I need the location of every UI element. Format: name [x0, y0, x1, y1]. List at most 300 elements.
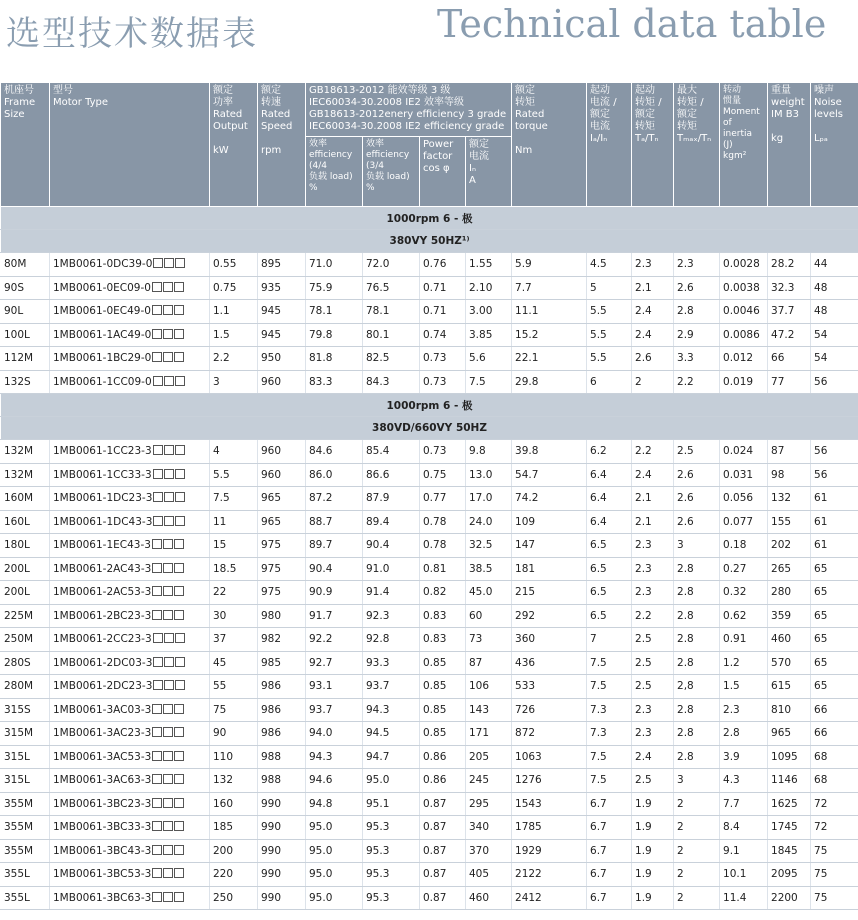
cell-value: 2.3	[635, 539, 652, 552]
cell-value: 0.77	[423, 492, 447, 505]
cell-noise-level	[811, 370, 858, 394]
cell-value: 95.3	[366, 821, 390, 834]
cell-value: 2.8	[677, 750, 694, 763]
cell-starting-current-ratio	[587, 698, 632, 722]
empty-checkbox-icon	[152, 352, 162, 362]
cell-noise-level	[811, 675, 858, 699]
cell-starting-current-ratio	[587, 347, 632, 371]
cell-motor-type	[50, 698, 210, 722]
cell-value: 181	[515, 562, 536, 575]
cell-moment-of-inertia	[720, 604, 768, 628]
cell-value: 355L	[4, 868, 30, 881]
cell-value: 7.7	[723, 797, 740, 810]
cell-max-torque-ratio	[674, 581, 720, 605]
cell-value: 68	[814, 774, 828, 787]
cell-value: 0.91	[723, 633, 747, 646]
cell-weight	[768, 557, 811, 581]
header-line: IEC60034-30.2008 IE2 efficiency grade	[309, 121, 505, 132]
cell-efficiency-full	[306, 276, 363, 300]
cell-value: 2.4	[635, 328, 652, 341]
cell-max-torque-ratio	[674, 440, 720, 464]
cell-moment-of-inertia	[720, 300, 768, 324]
cell-value: 82.5	[366, 352, 390, 365]
cell-efficiency-three-quarter	[363, 510, 420, 534]
cell-value: 72.0	[366, 258, 390, 271]
cell-starting-current-ratio	[587, 675, 632, 699]
cell-value: 436	[515, 656, 536, 669]
cell-value: 93.7	[309, 703, 333, 716]
header-max-torque	[674, 83, 720, 207]
cell-starting-torque-ratio	[632, 487, 674, 511]
cell-moment-of-inertia	[720, 276, 768, 300]
header-rated-speed	[258, 83, 306, 207]
header-line: 电流	[469, 151, 489, 162]
cell-value: 86.0	[309, 468, 333, 481]
cell-noise-level	[811, 628, 858, 652]
cell-rated-torque	[512, 463, 587, 487]
header-starting-torque	[632, 83, 674, 207]
cell-value: 1.1	[213, 305, 230, 318]
header-line: (3/4	[366, 161, 384, 171]
cell-value: 95.1	[366, 797, 390, 810]
header-line: 额定	[590, 109, 611, 120]
cell-value: 0.077	[723, 515, 754, 528]
cell-power-factor	[420, 675, 466, 699]
cell-value: 988	[261, 750, 282, 763]
cell-value: 935	[261, 281, 282, 294]
cell-value: 2.1	[635, 515, 652, 528]
cell-value: 5	[590, 281, 597, 294]
cell-value: 1.9	[635, 797, 652, 810]
cell-power-factor	[420, 487, 466, 511]
cell-starting-torque-ratio	[632, 863, 674, 887]
cell-moment-of-inertia	[720, 628, 768, 652]
cell-weight	[768, 323, 811, 347]
header-power-factor	[420, 137, 466, 207]
cell-noise-level	[811, 487, 858, 511]
cell-value: 2.4	[635, 750, 652, 763]
section-speed-header-label: 1000rpm 6 - 极	[1, 207, 858, 230]
cell-rated-current	[466, 863, 512, 887]
header-line: Noise	[814, 97, 842, 108]
empty-checkbox-icon	[175, 657, 185, 667]
cell-value: 3.00	[469, 305, 493, 318]
header-line: (4/4	[309, 161, 327, 171]
cell-efficiency-three-quarter	[363, 745, 420, 769]
cell-motor-type	[50, 370, 210, 394]
cell-value: 80M	[4, 258, 27, 271]
cell-value: 132M	[4, 468, 34, 481]
empty-checkbox-icon	[174, 821, 184, 831]
empty-checkbox-icon	[163, 868, 173, 878]
cell-max-torque-ratio	[674, 463, 720, 487]
cell-value: 87.9	[366, 492, 390, 505]
cell-motor-type	[50, 347, 210, 371]
cell-value: 0.87	[423, 891, 447, 904]
cell-value: 91.7	[309, 609, 333, 622]
cell-value: 160M	[4, 492, 34, 505]
title-bar	[0, 0, 858, 82]
cell-weight	[768, 886, 811, 910]
cell-power-factor	[420, 557, 466, 581]
empty-checkbox-icon	[152, 610, 162, 620]
cell-rated-current	[466, 440, 512, 464]
cell-value: 81.8	[309, 352, 333, 365]
empty-checkbox-icon	[164, 657, 174, 667]
cell-value: 90.4	[309, 562, 333, 575]
cell-starting-current-ratio	[587, 604, 632, 628]
cell-value: 950	[261, 352, 282, 365]
cell-value: 11	[213, 515, 227, 528]
empty-checkbox-icon	[174, 610, 184, 620]
cell-rated-speed	[258, 698, 306, 722]
cell-rated-speed	[258, 651, 306, 675]
cell-value: 7.5	[590, 750, 607, 763]
empty-checkbox-icon	[175, 469, 185, 479]
cell-motor-type	[50, 604, 210, 628]
empty-checkbox-icon	[153, 376, 163, 386]
table-row	[1, 628, 858, 652]
header-line: 负载 load)	[366, 172, 410, 182]
section-voltage-header	[1, 230, 858, 253]
cell-value: 94.5	[366, 727, 390, 740]
cell-value: 615	[771, 680, 792, 693]
cell-value: 2.6	[677, 281, 694, 294]
cell-power-factor	[420, 769, 466, 793]
cell-moment-of-inertia	[720, 253, 768, 277]
cell-starting-current-ratio	[587, 839, 632, 863]
empty-checkbox-icon	[174, 329, 184, 339]
cell-frame-size	[1, 300, 50, 324]
cell-value: 2	[677, 821, 684, 834]
cell-frame-size	[1, 370, 50, 394]
cell-starting-current-ratio	[587, 792, 632, 816]
cell-motor-type	[50, 557, 210, 581]
header-line: Power	[423, 139, 454, 150]
cell-value: 7.5	[213, 492, 230, 505]
cell-frame-size	[1, 276, 50, 300]
header-line: 负载 load)	[309, 172, 353, 182]
cell-rated-speed	[258, 534, 306, 558]
cell-value: 355M	[4, 797, 34, 810]
cell-value: 4	[213, 445, 220, 458]
cell-starting-current-ratio	[587, 863, 632, 887]
cell-value: 95.0	[366, 774, 390, 787]
cell-value: 2.8	[677, 305, 694, 318]
cell-value: 90L	[4, 305, 24, 318]
cell-value: 88.7	[309, 515, 333, 528]
cell-value: 2.1	[635, 492, 652, 505]
cell-value: 9.1	[723, 844, 740, 857]
cell-rated-current	[466, 300, 512, 324]
cell-value: 160L	[4, 515, 30, 528]
cell-moment-of-inertia	[720, 651, 768, 675]
cell-value: 1MB0061-3BC33-3	[53, 821, 152, 834]
title-english: Technical data table	[437, 2, 827, 46]
cell-efficiency-three-quarter	[363, 487, 420, 511]
cell-value: 6	[590, 375, 597, 388]
header-line: Rated	[213, 109, 243, 120]
cell-value: 71.0	[309, 258, 333, 271]
empty-checkbox-icon	[164, 376, 174, 386]
cell-power-factor	[420, 651, 466, 675]
cell-value: 872	[515, 727, 536, 740]
cell-rated-output	[210, 323, 258, 347]
cell-rated-output	[210, 839, 258, 863]
cell-efficiency-full	[306, 300, 363, 324]
cell-power-factor	[420, 253, 466, 277]
cell-value: 1.55	[469, 258, 493, 271]
cell-max-torque-ratio	[674, 253, 720, 277]
title-chinese: 选型技术数据表	[6, 14, 258, 54]
cell-starting-torque-ratio	[632, 347, 674, 371]
cell-value: 7.5	[590, 774, 607, 787]
cell-value: 986	[261, 727, 282, 740]
cell-max-torque-ratio	[674, 510, 720, 534]
section-speed-header-label: 1000rpm 6 - 极	[1, 394, 858, 417]
cell-value: 48	[814, 281, 828, 294]
cell-value: 87.2	[309, 492, 333, 505]
cell-rated-current	[466, 581, 512, 605]
cell-moment-of-inertia	[720, 557, 768, 581]
table-row	[1, 370, 858, 394]
cell-value: 56	[814, 375, 828, 388]
cell-starting-torque-ratio	[632, 839, 674, 863]
cell-moment-of-inertia	[720, 839, 768, 863]
cell-power-factor	[420, 863, 466, 887]
cell-rated-current	[466, 769, 512, 793]
cell-frame-size	[1, 487, 50, 511]
cell-weight	[768, 440, 811, 464]
table-row	[1, 745, 858, 769]
cell-value: 2.5	[635, 633, 652, 646]
header-line: 功率	[213, 97, 233, 108]
cell-value: 95.0	[309, 868, 333, 881]
cell-rated-output	[210, 651, 258, 675]
header-line: 额定	[213, 85, 233, 96]
cell-value: 0.86	[423, 774, 447, 787]
cell-max-torque-ratio	[674, 276, 720, 300]
cell-moment-of-inertia	[720, 440, 768, 464]
technical-data-table	[0, 82, 858, 910]
cell-rated-torque	[512, 581, 587, 605]
empty-checkbox-icon	[164, 258, 174, 268]
cell-moment-of-inertia	[720, 816, 768, 840]
cell-value: 87	[771, 445, 785, 458]
cell-rated-current	[466, 347, 512, 371]
cell-value: 0.87	[423, 868, 447, 881]
header-line: 型号	[53, 85, 73, 96]
table-row	[1, 347, 858, 371]
empty-checkbox-icon	[152, 774, 162, 784]
empty-checkbox-icon	[163, 282, 173, 292]
empty-checkbox-icon	[174, 352, 184, 362]
cell-rated-torque	[512, 839, 587, 863]
cell-value: 1MB0061-2DC03-3	[53, 656, 153, 669]
empty-checkbox-icon	[163, 798, 173, 808]
empty-checkbox-icon	[153, 469, 163, 479]
cell-value: 0.83	[423, 609, 447, 622]
cell-rated-output	[210, 370, 258, 394]
cell-value: 1MB0061-1CC33-3	[53, 468, 152, 481]
cell-rated-speed	[258, 886, 306, 910]
cell-noise-level	[811, 886, 858, 910]
cell-value: 1MB0061-2AC43-3	[53, 562, 152, 575]
cell-motor-type	[50, 816, 210, 840]
cell-value: 75.9	[309, 281, 333, 294]
cell-rated-torque	[512, 300, 587, 324]
cell-rated-speed	[258, 769, 306, 793]
cell-value: 245	[469, 774, 490, 787]
cell-value: 6.7	[590, 891, 607, 904]
cell-value: 132S	[4, 375, 31, 388]
header-line: 机座号	[4, 85, 34, 96]
cell-efficiency-three-quarter	[363, 863, 420, 887]
cell-rated-speed	[258, 253, 306, 277]
cell-value: 1MB0061-2DC23-3	[53, 680, 153, 693]
cell-value: 2.6	[677, 515, 694, 528]
cell-rated-output	[210, 769, 258, 793]
cell-moment-of-inertia	[720, 581, 768, 605]
cell-noise-level	[811, 863, 858, 887]
cell-value: 94.0	[309, 727, 333, 740]
empty-checkbox-icon	[175, 516, 185, 526]
header-line: 起动	[590, 85, 611, 96]
cell-efficiency-full	[306, 323, 363, 347]
cell-moment-of-inertia	[720, 487, 768, 511]
cell-power-factor	[420, 347, 466, 371]
cell-value: 7.7	[515, 281, 532, 294]
header-frame-size	[1, 83, 50, 207]
header-line: kW	[213, 145, 229, 156]
cell-value: 65	[814, 609, 828, 622]
cell-noise-level	[811, 510, 858, 534]
cell-value: 895	[261, 258, 282, 271]
table-row	[1, 440, 858, 464]
cell-efficiency-full	[306, 745, 363, 769]
cell-value: 0.85	[423, 656, 447, 669]
cell-value: 92.8	[366, 633, 390, 646]
cell-value: 2.5	[635, 656, 652, 669]
empty-checkbox-icon	[163, 539, 173, 549]
cell-rated-torque	[512, 769, 587, 793]
table-row	[1, 698, 858, 722]
cell-value: 83.3	[309, 375, 333, 388]
empty-checkbox-icon	[152, 845, 162, 855]
cell-rated-output	[210, 581, 258, 605]
cell-motor-type	[50, 675, 210, 699]
cell-noise-level	[811, 769, 858, 793]
cell-value: 75	[814, 868, 828, 881]
cell-efficiency-three-quarter	[363, 722, 420, 746]
cell-max-torque-ratio	[674, 816, 720, 840]
cell-max-torque-ratio	[674, 628, 720, 652]
header-line: 额定	[469, 139, 489, 150]
cell-starting-torque-ratio	[632, 370, 674, 394]
cell-value: 1MB0061-2BC23-3	[53, 609, 152, 622]
cell-value: 95.3	[366, 891, 390, 904]
cell-value: 726	[515, 703, 536, 716]
cell-value: 160	[213, 797, 234, 810]
table-row	[1, 557, 858, 581]
cell-efficiency-three-quarter	[363, 370, 420, 394]
cell-efficiency-three-quarter	[363, 886, 420, 910]
cell-noise-level	[811, 745, 858, 769]
cell-value: 37	[213, 633, 227, 646]
cell-rated-speed	[258, 347, 306, 371]
cell-value: 2.6	[677, 468, 694, 481]
cell-motor-type	[50, 440, 210, 464]
cell-value: 965	[261, 515, 282, 528]
cell-efficiency-full	[306, 463, 363, 487]
cell-rated-speed	[258, 463, 306, 487]
cell-weight	[768, 792, 811, 816]
cell-power-factor	[420, 463, 466, 487]
header-rated-output	[210, 83, 258, 207]
cell-rated-torque	[512, 675, 587, 699]
cell-value: 315S	[4, 703, 31, 716]
cell-efficiency-three-quarter	[363, 300, 420, 324]
cell-frame-size	[1, 839, 50, 863]
cell-value: 93.7	[366, 680, 390, 693]
cell-value: 54.7	[515, 468, 539, 481]
cell-rated-torque	[512, 323, 587, 347]
cell-motor-type	[50, 534, 210, 558]
cell-frame-size	[1, 581, 50, 605]
table-row	[1, 253, 858, 277]
cell-value: 6.2	[590, 445, 607, 458]
cell-value: 405	[469, 868, 490, 881]
cell-starting-current-ratio	[587, 581, 632, 605]
cell-efficiency-full	[306, 698, 363, 722]
cell-weight	[768, 276, 811, 300]
cell-starting-current-ratio	[587, 651, 632, 675]
cell-motor-type	[50, 487, 210, 511]
cell-value: 65	[814, 680, 828, 693]
cell-max-torque-ratio	[674, 604, 720, 628]
section-voltage-header	[1, 417, 858, 440]
header-line: efficiency	[366, 150, 410, 160]
cell-value: 2	[635, 375, 642, 388]
cell-rated-speed	[258, 510, 306, 534]
cell-starting-torque-ratio	[632, 300, 674, 324]
cell-value: 90S	[4, 281, 25, 294]
table-row	[1, 675, 858, 699]
cell-value: 2.2	[635, 445, 652, 458]
table-row	[1, 722, 858, 746]
cell-value: 68	[814, 750, 828, 763]
cell-value: 7.5	[590, 656, 607, 669]
cell-efficiency-full	[306, 628, 363, 652]
cell-value: 3.9	[723, 750, 740, 763]
cell-value: 95.0	[309, 844, 333, 857]
cell-starting-torque-ratio	[632, 253, 674, 277]
cell-value: 74.2	[515, 492, 539, 505]
cell-weight	[768, 769, 811, 793]
header-line: rpm	[261, 145, 282, 156]
cell-value: 13.0	[469, 468, 493, 481]
empty-checkbox-icon	[175, 376, 185, 386]
cell-weight	[768, 745, 811, 769]
empty-checkbox-icon	[163, 563, 173, 573]
cell-frame-size	[1, 440, 50, 464]
cell-moment-of-inertia	[720, 698, 768, 722]
cell-value: 1.9	[635, 821, 652, 834]
empty-checkbox-icon	[152, 821, 162, 831]
empty-checkbox-icon	[152, 329, 162, 339]
cell-rated-speed	[258, 581, 306, 605]
cell-value: 65	[814, 633, 828, 646]
